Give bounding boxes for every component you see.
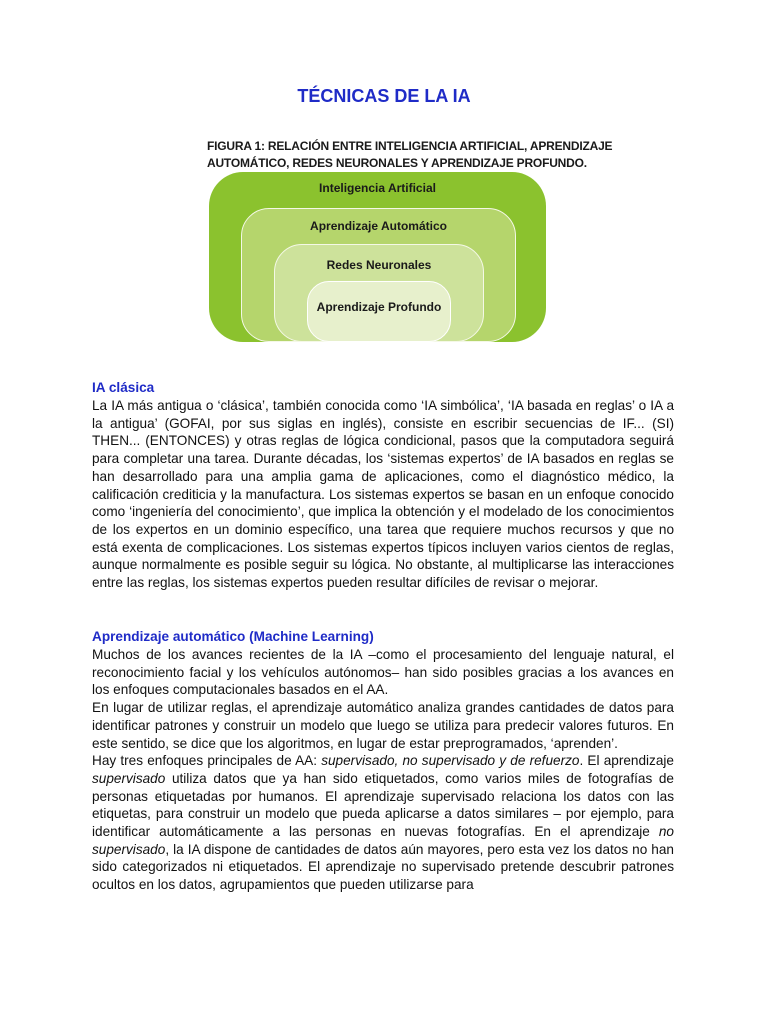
page-title: TÉCNICAS DE LA IA	[297, 86, 471, 106]
figure-label-aprendizaje-profundo: Aprendizaje Profundo	[316, 300, 442, 314]
figure-label-aprendizaje-automatico: Aprendizaje Automático	[310, 219, 447, 233]
text-run-italic: no supervisado	[92, 824, 674, 857]
figure-caption-line-1: FIGURA 1: RELACIÓN ENTRE INTELIGENCIA ARTIFICIAL, APRENDIZAJE	[207, 139, 613, 153]
section-aprendizaje-automatico	[92, 628, 674, 894]
text-run-italic: supervisado	[92, 770, 166, 786]
figure-label-redes-neuronales: Redes Neuronales	[326, 258, 432, 272]
figure-caption	[207, 138, 613, 172]
section-paragraph	[92, 752, 674, 894]
section-paragraph: La IA más antigua o ‘clásica’, también conocida como ‘IA simbólica’, ‘IA basada en reglas’ o IA a la antigua’ (GOFAI, por sus siglas en inglés), consiste en escribir secuencias de IF... (SI) THEN... (ENTONCES) y otras reglas de lógica condicional, pasos que la computadora seguirá para completar una tarea. Durante décadas, los ‘sistemas expertos’ de IA basados en reglas se han desarrollado para una amplia gama de aplicaciones, como el diagnóstico médico, la calificación crediticia y la manufactura. Los sistemas expertos se basan en un enfoque conocido como ‘ingeniería del conocimiento’, que implica la obtención y el modelado de los conocimientos de los expertos en un dominio específico, una tarea que requiere muchos recursos y que no está exenta de complicaciones. Los sistemas expertos típicos incluyen varios cientos de reglas, aunque normalmente es posible seguir su lógica. No obstante, al multiplicarse las interacciones entre las reglas, los sistemas expertos pueden resultar difíciles de revisar o mejorar.	[92, 398, 674, 591]
figure-caption-line-2: AUTOMÁTICO, REDES NEURONALES Y APRENDIZAJE PROFUNDO.	[207, 156, 587, 170]
figure-label-inteligencia-artificial: Inteligencia Artificial	[319, 181, 436, 195]
text-run: Hay tres enfoques principales de AA:	[92, 753, 322, 769]
section-ia-clasica	[92, 379, 674, 592]
text-run: . El aprendizaje	[579, 753, 674, 769]
text-run-italic: supervisado, no supervisado y de refuerzo	[321, 753, 580, 769]
figure-box-aprendizaje-profundo	[307, 281, 451, 342]
section-paragraph: Muchos de los avances recientes de la IA –como el procesamiento del lenguaje natural, el reconocimiento facial y los vehículos autónomos– han sido posibles gracias a los avances en los enfoques computacionales basados en el AA.	[92, 647, 674, 698]
section-heading: IA clásica	[92, 380, 155, 395]
text-run: utiliza datos que ya han sido etiquetados, como varios miles de fotografías de personas etiquetadas por humanos. El aprendizaje supervisado relaciona los datos con las etiquetas, para construir un modelo que pueda aplicarse a datos similares – por ejemplo, para identificar automáticamente a las personas en nuevas fotografías. En el aprendizaje	[92, 770, 674, 840]
section-paragraph: En lugar de utilizar reglas, el aprendizaje automático analiza grandes cantidades de datos para identificar patrones y construir un modelo que luego se utiliza para predecir valores futuros. En este sentido, se dice que los algoritmos, en lugar de estar preprogramados, ‘aprenden’.	[92, 700, 674, 751]
text-run: , la IA dispone de cantidades de datos aún mayores, pero esta vez los datos no han sido categorizados ni etiquetados. El aprendizaje no supervisado pretende descubrir patrones ocultos en los datos, agrupamientos que pueden utilizarse para	[92, 841, 674, 893]
section-heading: Aprendizaje automático (Machine Learning)	[92, 629, 374, 644]
